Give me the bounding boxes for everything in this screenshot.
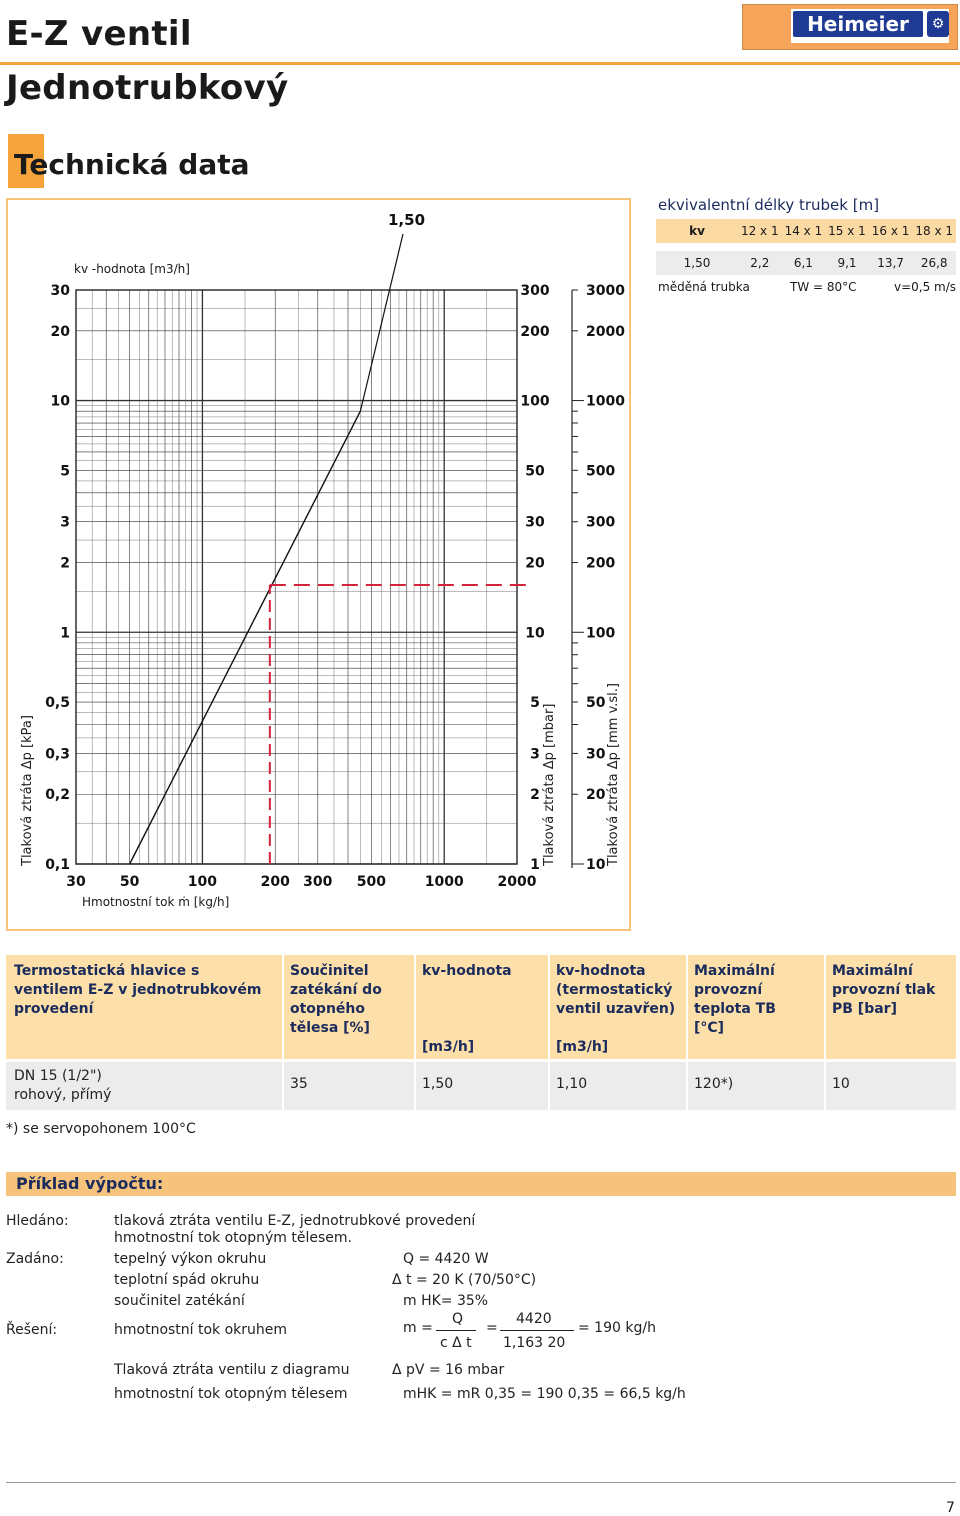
y-tick-label-mbar: 50 xyxy=(525,463,545,480)
example-r3-text: hmotnostní tok otopným tělesem xyxy=(114,1386,348,1402)
y-tick-label-mbar: 200 xyxy=(520,323,550,340)
example-zadano-label: Zadáno: xyxy=(6,1251,64,1267)
equiv-value: 6,1 xyxy=(782,251,826,275)
equiv-note-pipe: měděná trubka xyxy=(658,280,750,294)
spec-head-max-pressure: Maximální provozní tlak PB [bar] xyxy=(832,963,936,1017)
spec-footnote: *) se servopohonem 100°C xyxy=(6,1121,196,1137)
page-number: 7 xyxy=(946,1500,955,1516)
y-tick-label-mm: 200 xyxy=(586,555,616,572)
y-tick-label-mbar: 20 xyxy=(525,555,545,572)
brand-emblem-icon: ⚙ xyxy=(927,11,949,37)
spec-row-dn: DN 15 (1/2") xyxy=(14,1068,102,1084)
spec-row-type: rohový, přímý xyxy=(14,1087,112,1103)
y-tick-label-mbar: 5 xyxy=(530,695,540,712)
spec-head-kv-unit: [m3/h] xyxy=(422,1039,475,1055)
y-tick-label-mbar: 30 xyxy=(525,514,545,531)
y-tick-label-mbar: 3 xyxy=(530,746,540,763)
y-tick-label-mbar: 300 xyxy=(520,283,550,299)
example-z2-val: Δ t = 20 K (70/50°C) xyxy=(392,1272,537,1288)
example-z1-text: tepelný výkon okruhu xyxy=(114,1251,267,1267)
x-tick-label: 100 xyxy=(187,874,218,890)
kv-axis-label: kv -hodnota [m3/h] xyxy=(74,262,190,276)
equiv-kv-head: kv xyxy=(689,224,705,238)
equiv-table xyxy=(656,219,956,275)
y-tick-label-mm: 300 xyxy=(586,514,616,531)
y-tick-label-mm: 30 xyxy=(586,746,606,763)
plot-border xyxy=(76,290,517,864)
equiv-value: 26,8 xyxy=(912,251,956,275)
equiv-kv-value: 1,50 xyxy=(656,251,738,275)
y-tick-label-kpa: 2 xyxy=(60,555,70,572)
example-hledano-label: Hledáno: xyxy=(6,1213,69,1229)
page-title: E-Z ventil xyxy=(6,14,192,54)
brand-logo-text: Heimeier xyxy=(807,12,909,36)
y-tick-label-kpa: 20 xyxy=(50,323,70,340)
x-tick-label: 300 xyxy=(303,874,333,890)
equiv-title: ekvivalentní délky trubek [m] xyxy=(658,196,880,214)
y-tick-label-mm: 3000 xyxy=(586,283,625,299)
y-tick-label-kpa: 0,1 xyxy=(45,857,70,873)
x-tick-label: 2000 xyxy=(497,874,537,890)
example-r1-frac2-top: 4420 xyxy=(516,1311,552,1327)
example-r2-val: Δ pV = 16 mbar xyxy=(392,1362,505,1378)
y-tick-label-kpa: 0,3 xyxy=(45,746,70,763)
spec-cell: 1,50 xyxy=(422,1076,454,1092)
y-tick-label-kpa: 5 xyxy=(60,463,70,480)
fraction-line xyxy=(436,1330,476,1331)
equiv-size: 18 x 1 xyxy=(912,219,956,243)
spec-head-kv-closed-unit: [m3/h] xyxy=(556,1039,609,1055)
example-r2-text: Tlaková ztráta ventilu z diagramu xyxy=(114,1362,350,1378)
example-hledano-2: hmotnostní tok otopným tělesem. xyxy=(114,1230,352,1246)
example-z2-text: teplotní spád okruhu xyxy=(114,1272,260,1288)
spec-table-row xyxy=(6,1062,956,1110)
y-tick-label-kpa: 0,2 xyxy=(45,787,70,804)
x-tick-label: 1000 xyxy=(424,874,464,890)
example-r1-res: = 190 kg/h xyxy=(578,1320,656,1336)
spec-head-flow-factor: Součinitel zatékání do otopného tělesa [%] xyxy=(290,963,382,1036)
example-title: Příklad výpočtu: xyxy=(16,1174,164,1193)
example-r1-frac1-top: Q xyxy=(452,1311,464,1327)
equiv-size: 15 x 1 xyxy=(825,219,869,243)
kv-curve-leader xyxy=(360,234,403,411)
page-subtitle: Jednotrubkový xyxy=(6,68,289,108)
equiv-note-speed: v=0,5 m/s xyxy=(894,280,957,294)
y-tick-label-kpa: 3 xyxy=(60,514,70,531)
spec-head-kv-closed: kv-hodnota (termostatický ventil uzavřen) xyxy=(556,963,676,1017)
x-tick-label: 50 xyxy=(119,874,140,890)
x-tick-label: 30 xyxy=(66,874,86,890)
spec-head-kv: kv-hodnota xyxy=(422,963,512,979)
y-axis-label-kpa: Tlaková ztráta Δp [kPa] xyxy=(20,715,35,866)
equiv-note-temp: TW = 80°C xyxy=(790,280,857,294)
x-tick-label: 500 xyxy=(356,874,387,890)
footer-rule xyxy=(6,1482,956,1483)
example-title-bar xyxy=(6,1172,956,1196)
example-r1-text: hmotnostní tok okruhem xyxy=(114,1322,288,1338)
equiv-size: 14 x 1 xyxy=(782,219,826,243)
example-r1-lhs: m = xyxy=(403,1320,433,1336)
example-z1-val: Q = 4420 W xyxy=(403,1251,489,1267)
spec-cell: 35 xyxy=(290,1076,308,1092)
y-tick-label-mm: 10 xyxy=(586,857,606,873)
equiv-value: 9,1 xyxy=(825,251,869,275)
y-tick-label-mbar: 10 xyxy=(525,625,545,642)
equiv-size: 12 x 1 xyxy=(738,219,782,243)
example-r1-frac1-bot: c Δ t xyxy=(440,1335,472,1351)
spec-head-max-temp: Maximální provozní teplota TB [°C] xyxy=(694,963,776,1036)
fraction-line xyxy=(500,1330,574,1331)
example-z3-val: m HK= 35% xyxy=(403,1293,489,1309)
y-tick-label-kpa: 10 xyxy=(50,393,70,410)
spec-cell: 10 xyxy=(832,1076,850,1092)
y-tick-label-mbar: 100 xyxy=(520,393,550,410)
example-z3-text: součinitel zatékání xyxy=(114,1293,245,1309)
y-tick-label-mm: 1000 xyxy=(586,393,625,410)
y-axis-label-mbar: Tlaková ztráta Δp [mbar] xyxy=(542,703,557,866)
x-axis-label: Hmotnostní tok ṁ [kg/h] xyxy=(82,895,230,909)
x-tick-label: 200 xyxy=(260,874,290,890)
y-tick-label-mm: 2000 xyxy=(586,323,625,340)
equiv-value: 13,7 xyxy=(869,251,913,275)
kv-curve-label: 1,50 xyxy=(388,211,426,229)
y-tick-label-mm: 500 xyxy=(586,463,616,480)
example-r1-frac2-bot: 1,163 20 xyxy=(503,1335,566,1351)
example-r3-val: mHK = mR 0,35 = 190 0,35 = 66,5 kg/h xyxy=(403,1386,686,1402)
y-tick-label-mbar: 2 xyxy=(530,787,540,804)
y-tick-label-kpa: 1 xyxy=(60,625,70,642)
section-title: Technická data xyxy=(14,148,250,181)
y-tick-label-mm: 50 xyxy=(586,695,606,712)
example-r1-eq: = xyxy=(486,1320,498,1336)
y-tick-label-mm: 20 xyxy=(586,787,606,804)
spec-table-header xyxy=(6,955,956,1059)
spec-cell: 1,10 xyxy=(556,1076,588,1092)
y-tick-label-kpa: 30 xyxy=(50,283,70,299)
example-reseni-label: Řešení: xyxy=(6,1322,58,1338)
spec-head-product: Termostatická hlavice s ventilem E-Z v jednotrubkovém provedení xyxy=(14,963,262,1017)
y-tick-label-kpa: 0,5 xyxy=(45,695,70,712)
y-tick-label-mbar: 1 xyxy=(530,857,540,873)
spec-cell: 120*) xyxy=(694,1076,734,1092)
y-tick-label-mm: 100 xyxy=(586,625,616,642)
example-hledano-1: tlaková ztráta ventilu E-Z, jednotrubkové provedení xyxy=(114,1213,476,1229)
equiv-value: 2,2 xyxy=(738,251,782,275)
equiv-size: 16 x 1 xyxy=(869,219,913,243)
y-axis-label-mm: Tlaková ztráta Δp [mm v.sl.] xyxy=(606,683,621,866)
